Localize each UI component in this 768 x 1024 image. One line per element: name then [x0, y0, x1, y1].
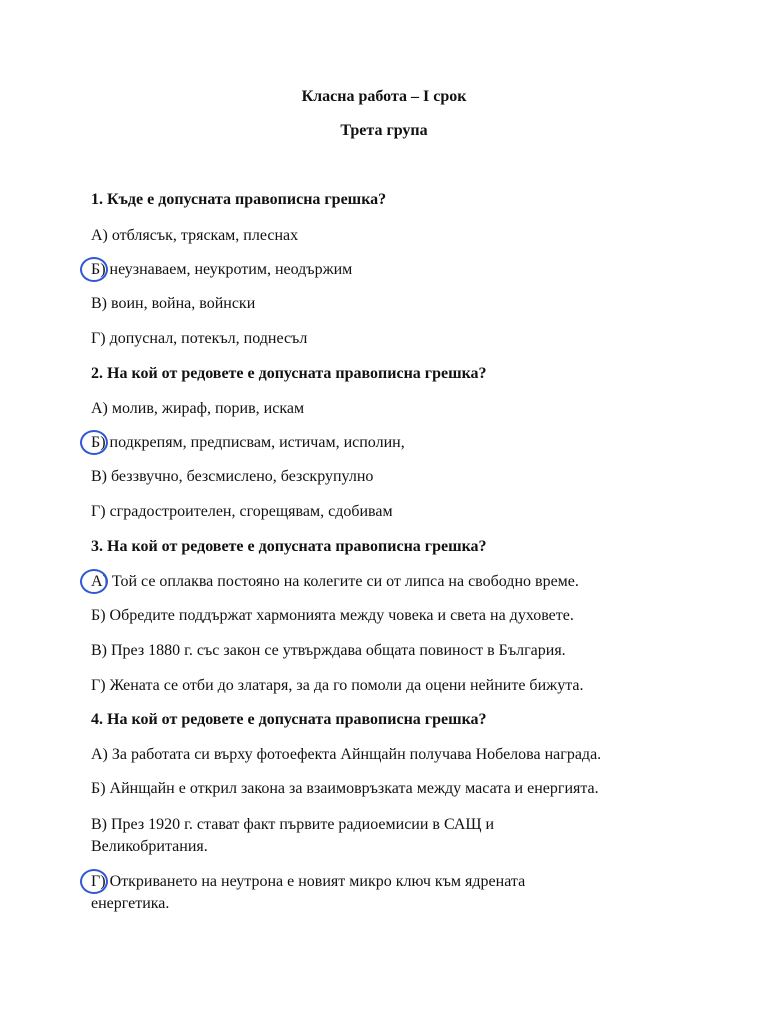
question-1: 1. Къде е допусната правописна грешка?: [91, 191, 387, 208]
answer-circle-q3: [80, 569, 108, 594]
q2-option-b: Б) подкрепям, предписвам, истичам, исполин,: [91, 434, 405, 451]
q1-option-b: Б) неузнаваем, неукротим, неодържим: [91, 261, 353, 278]
q1-option-g: Г) допуснал, потекъл, поднесъл: [91, 330, 308, 347]
q1-option-v: В) воин, война, войнски: [91, 295, 256, 312]
q2-option-a: А) молив, жираф, порив, искам: [91, 400, 305, 417]
answer-circle-q4: [80, 869, 108, 894]
q1-option-a: А) отблясък, тряскам, плеснах: [91, 227, 299, 244]
q4-option-b: Б) Айнщайн е открил закона за взаимовръзката между масата и енергията.: [91, 780, 599, 797]
q3-option-b: Б) Обредите поддържат хармонията между човека и света на духовете.: [91, 607, 574, 624]
answer-circle-q1: [80, 257, 108, 282]
q4-option-v-continued: Великобритания.: [91, 838, 208, 855]
question-2: 2. На кой от редовете е допусната правописна грешка?: [91, 365, 487, 382]
q2-option-v: В) беззвучно, безсмислено, безскрупулно: [91, 468, 374, 485]
q3-option-g: Г) Жената се отби до златаря, за да го помоли да оцени нейните бижута.: [91, 677, 584, 694]
worksheet-title: Класна работа – I срок: [301, 88, 467, 105]
q3-option-v: В) През 1880 г. със закон се утвърждава общата повиност в България.: [91, 642, 566, 659]
q4-option-v: В) През 1920 г. стават факт първите радиоемисии в САЩ и: [91, 816, 495, 833]
answer-circle-q2: [80, 430, 108, 455]
group-label: Трета група: [340, 122, 428, 139]
q3-option-a: А) Той се оплаква постояно на колегите си от липса на свободно време.: [91, 573, 579, 590]
q4-option-g-continued: енергетика.: [91, 895, 170, 912]
q4-option-a: А) За работата си върху фотоефекта Айнщайн получава Нобелова награда.: [91, 746, 602, 763]
question-4: 4. На кой от редовете е допусната правописна грешка?: [91, 711, 487, 728]
q4-option-g: Г) Откриването на неутрона е новият микро ключ към ядрената: [91, 873, 526, 890]
question-3: 3. На кой от редовете е допусната правописна грешка?: [91, 538, 487, 555]
q2-option-g: Г) сградостроителен, сгорещявам, сдобивам: [91, 503, 393, 520]
